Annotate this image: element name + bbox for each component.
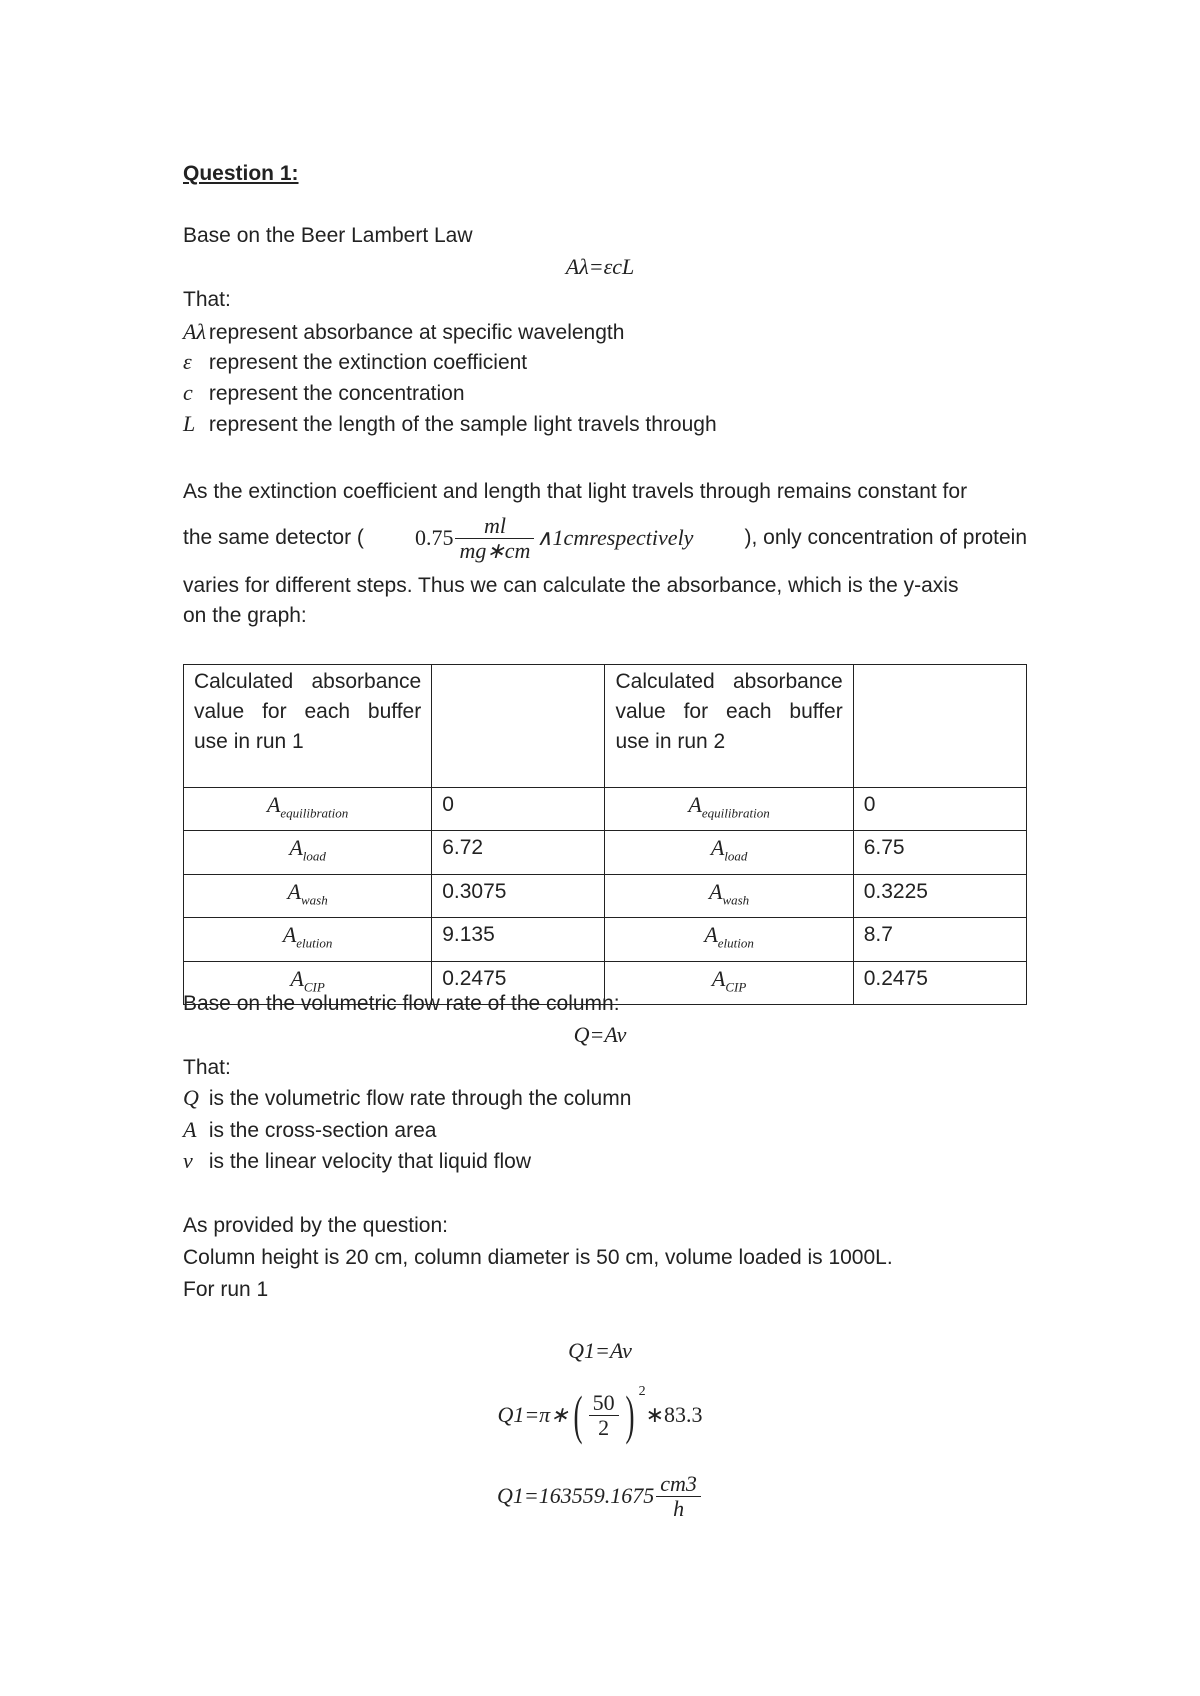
row-label-run2 [605,788,853,831]
question-heading: Question 1: [183,162,299,185]
symbol-c: c [183,380,193,405]
provided-intro: As provided by the question: [183,1214,449,1237]
symbol-a: A [183,1117,197,1142]
subscript: elution [717,935,754,951]
table-row [184,788,1027,831]
beer-lambert-intro: Base on the Beer Lambert Law [183,224,473,247]
diameter-numerator: 50 [589,1391,619,1416]
coefficient-value: 0.75 [414,525,454,550]
value-run1: 0 [432,788,605,831]
symbol-a: A [289,835,303,861]
def-extinction [183,348,527,377]
coefficient-after: ∧1cmrespectively [536,525,694,550]
subscript: load [724,848,748,864]
def-concentration [183,379,465,408]
symbol-epsilon: ε [183,349,192,374]
symbol-q: Q [183,1085,199,1110]
provided-values: Column height is 20 cm, column diameter is 50 cm, volume loaded is 1000L. [183,1246,893,1269]
subscript: CIP [303,978,325,994]
row-label-run2 [605,831,853,874]
subscript: equilibration [280,805,349,821]
paragraph-line-3: varies for different steps. Thus we can calculate the absorbance, which is the y-axis [183,574,959,597]
diameter-denominator: 2 [598,1414,610,1440]
run-1-label: For run 1 [183,1278,269,1301]
subscript: equilibration [701,805,770,821]
value-run1: 0.3075 [432,874,605,917]
def-area [183,1116,436,1145]
def-absorbance [183,318,624,347]
symbol-a: A [290,965,304,991]
left-paren: ( [573,1385,583,1445]
paragraph-line-2-before: the same detector ( [183,526,364,549]
symbol-a-lambda: Aλ [183,319,206,344]
paragraph-line-1: As the extinction coefficient and length that light travels through remains constant for [183,480,968,503]
exponent: 2 [638,1384,646,1399]
symbol-a: A [287,878,301,904]
equation-2 [0,1380,1200,1450]
value-run1: 9.135 [432,918,605,961]
table-header-row [184,665,1027,788]
flow-intro: Base on the volumetric flow rate of the column: [183,992,620,1015]
def-text: is the cross-section area [203,1119,437,1142]
row-label-run1 [184,831,432,874]
def-velocity [183,1147,531,1176]
header-empty-1 [432,665,605,788]
header-run-1: Calculated absorbance value for each buffer use in run 1 [184,665,432,788]
symbol-a: A [688,792,702,817]
value-run1: 0.2475 [432,961,605,1004]
def-text: represent the concentration [203,382,465,405]
equation-2-lhs: Q1=π∗ [497,1402,569,1427]
row-label-run2 [605,961,853,1004]
absorbance-table [183,664,1027,1005]
symbol-a: A [710,835,725,861]
equation-3 [0,1466,1200,1526]
value-run2: 6.75 [853,831,1026,874]
flow-formula: Q=Av [573,1022,627,1047]
value-run2: 0 [853,788,1026,831]
equation-3-lhs: Q1=163559.1675 [497,1483,655,1508]
symbol-l: L [183,411,196,436]
right-paren: ) [625,1385,635,1445]
row-label-run2 [605,918,853,961]
def-text: represent absorbance at specific wavelength [203,321,625,344]
header-run-2: Calculated absorbance value for each buffer use in run 2 [605,665,853,788]
unit-numerator: ml [455,514,534,539]
rate-unit-denominator: h [673,1495,685,1521]
row-label-run1 [184,918,432,961]
rate-unit-fraction [656,1472,701,1521]
detector-values [415,514,693,563]
row-label-run1 [184,874,432,917]
def-text: is the linear velocity that liquid flow [203,1150,531,1173]
value-run1: 6.72 [432,831,605,874]
symbol-v: v [183,1148,193,1173]
symbol-a: A [711,965,726,991]
paragraph-line-4: on the graph: [183,604,307,627]
row-label-run2 [605,874,853,917]
beer-lambert-formula: Aλ=εcL [565,254,635,279]
table-row [184,874,1027,917]
symbol-a: A [266,792,281,817]
value-run2: 0.3225 [853,874,1026,917]
symbol-a: A [709,878,723,904]
subscript: wash [722,892,750,908]
def-text: is the volumetric flow rate through the column [203,1087,632,1110]
subscript: load [302,848,326,864]
table-row [184,831,1027,874]
unit-denominator: mg∗cm [459,537,531,563]
subscript: elution [296,935,333,951]
def-text: represent the extinction coefficient [203,351,528,374]
header-empty-2 [853,665,1026,788]
paragraph-line-2-after: ), only concentration of protein [744,526,1027,549]
subscript: CIP [725,978,747,994]
subscript: wash [300,892,328,908]
rate-unit-numerator: cm3 [656,1472,701,1497]
unit-fraction [455,514,534,563]
value-run2: 0.2475 [853,961,1026,1004]
equation-1: Q1=Av [568,1338,632,1363]
symbol-a: A [704,922,718,948]
symbol-a: A [282,922,297,948]
that-label-2: That: [183,1056,231,1079]
paragraph-line-2 [183,512,1027,564]
table-row [184,918,1027,961]
row-label-run1 [184,788,432,831]
that-label-1: That: [183,288,231,311]
equation-2-rhs: ∗83.3 [645,1402,703,1427]
def-flow-rate [183,1084,631,1113]
diameter-fraction [589,1391,619,1440]
value-run2: 8.7 [853,918,1026,961]
def-text: represent the length of the sample light travels through [203,413,717,436]
def-length [183,410,717,439]
